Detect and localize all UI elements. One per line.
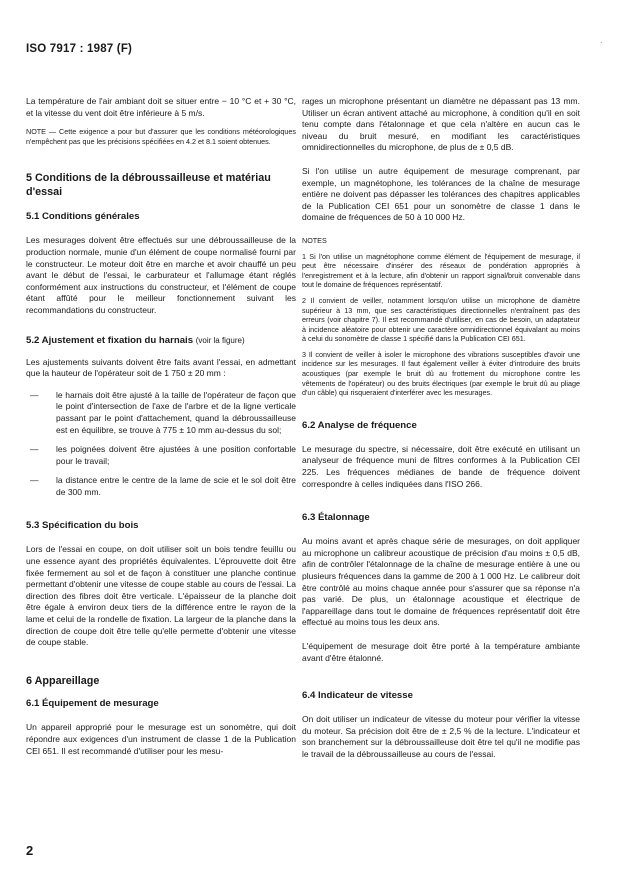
section-6-4-title: 6.4 Indicateur de vitesse [302,690,413,702]
left-column [26,96,296,757]
section-6-2-text: Le mesurage du spectre, si nécessaire, doit être exécuté en utilisant un analyseur de fréquence muni de filtres conformes à la Publication CEI 225. Les fréquences médianes de bande de fréquence doivent correspondre à celles indiquées dans l'ISO 266. [302,443,580,489]
section-5-1-text: Les mesurages doivent être effectués sur une débroussailleuse de la production normale, munie d'un élément de coupe normalisé fourni par le constructeur. Le moteur doit être en marche et avoir chauffé un peu avant le début de l'essai, le carburateur et l'allumage étant réglés conformément aux instructions du constructeur, et l'élément de coupe étant affûté pour le meilleur fonctionnement suivant les recommandations du constructeur. [26,235,296,315]
list-dash: — [30,475,39,486]
list-item [26,390,296,436]
ambient-conditions-note: NOTE — Cette exigence a pour but d'assurer que les conditions météorologiques n'empêchent pas que les précisions spécifiées en 4.2 et 8.1 soient obtenues. [26,127,296,146]
corner-mark: · [600,38,603,47]
other-equipment-text: Si l'on utilise un autre équipement de mesurage comprenant, par exemple, un magnétophone, les tolérances de la chaîne de mesurage entière ne doivent pas dépasser les tolérances des chapitres applicables de la Publication CEI 651 pour un sonomètre de classe 1 dans le domaine de fréquences de 50 à 10 000 Hz. [302,165,580,223]
section-5-2-title-text: 5.2 Ajustement et fixation du harnais [26,334,194,346]
note-2: 2 Il convient de veiller, notamment lorsqu'on utilise un microphone de diamètre supérieur à 13 mm, que ses caractéristiques directionnelles n'entraînent pas des erreurs (voir chapitre 7). Il est recommandé d'utiliser, en cas de besoin, un adaptateur à incidence aléatoire pour obtenir une caractère omnidirectionnel équivalant au moins à celui du sonomètre de classe 1 spécifié dans la Publication CEI 651. [302,295,580,344]
section-5-2-title [26,335,296,347]
ambient-conditions-text: La température de l'air ambiant doit se situer entre − 10 °C et + 30 °C, et la vitesse du vent doit être inférieure à 5 m/s. [26,96,296,118]
list-item-text: le harnais doit être ajusté à la taille de l'opérateur de façon que le point d'intersection de l'axe de l'arbre et de la ligne verticale passant par le point d'attachement, quand la débroussailleuse est en équilibre, se trouve à 775 ± 10 mm au-dessus du sol; [56,389,296,435]
section-6-1-title: 6.1 Équipement de mesurage [26,698,159,710]
list-dash: — [30,389,39,400]
right-column [302,96,580,761]
page-number: 2 [26,843,34,858]
section-6-3-title: 6.3 Étalonnage [302,512,370,524]
list-item-text: la distance entre le centre de la lame de scie et le sol doit être de 300 mm. [56,475,296,497]
section-6-4-text: On doit utiliser un indicateur de vitesse du moteur pour vérifier la vitesse du moteur. Sa précision doit être de ± 2,5 % de la lecture. L'indicateur et son branchement sur la débroussailleuse doit être tel qu'il ne modifie pas le travail de la débroussailleuse au cours de l'essai. [302,714,580,759]
document-header: ISO 7917 : 1987 (F) [26,43,133,55]
list-dash: — [30,444,39,455]
microphone-text: rages un microphone présentant un diamètre ne dépassant pas 13 mm. Utiliser un écran antivent attaché au microphone, à condition qu'il en soit tenu compte dans l'étalonnage et que cela n'altère en aucun cas le niveau du bruit mesuré, en modifiant les caractéristiques omnidirectionnelles du microphone, de plus de ± 0,5 dB. [302,96,580,153]
section-5-1-title: 5.1 Conditions générales [26,211,140,223]
note-3: 3 Il convient de veiller à isoler le microphone des vibrations susceptibles d'avoir une incidence sur les mesurages. Il faut également veiller à éviter d'introduire des bruits acoustiques (par exemple le bruit dû au frottement du microphone contre les vêtements de l'opérateur) ou des bruits électriques (par exemple le bruit dû au pliage d'un câble) qui risqueraient d'interférer avec les mesurages. [302,349,580,398]
section-5-2-figure-hint: (voir la figure) [195,335,245,345]
section-5-3-title: 5.3 Spécification du bois [26,520,139,532]
section-6-2-title: 6.2 Analyse de fréquence [302,419,417,431]
section-5-3-text: Lors de l'essai en coupe, on doit utiliser soit un bois tendre feuillu ou une essence ayant des propriétés équivalentes. L'éprouvette doit être fixée fermement au sol et de façon à constituer une planche continue permettant d'obtenir une vitesse de coupe stable au cours de l'essai. La direction des fibres doit être verticale. L'épaisseur de la planche doit être égale à environ deux tiers de la différence entre le rayon de la lame et celui de la rondelle de fixation. La largeur de la planche dans la direction de coupe doit être telle qu'elle permette d'obtenir une vitesse de coupe stable. [26,544,296,648]
section-5-title: 5 Conditions de la débroussailleuse et matériau d'essai [26,172,271,198]
section-6-1-text: Un appareil approprié pour le mesurage est un sonomètre, qui doit répondre aux exigences d'un instrument de classe 1 de la Publication CEI 651. Il est recommandé d'utiliser pour les mesu- [26,722,296,756]
list-item-text: les poignées doivent être ajustées à une position confortable pour le travail; [56,444,296,466]
notes-title: NOTES [302,235,327,245]
list-item [26,475,296,498]
section-6-3-text-2: L'équipement de mesurage doit être porté à la température ambiante avant d'être étalonné. [302,640,580,663]
note-1: 1 Si l'on utilise un magnétophone comme élément de l'équipement de mesurage, il peut être nécessaire d'insérer des réseaux de pondération appropriés à l'enregistrement et à la lecture, afin d'obtenir un rapport signal/bruit convenable dans tout le domaine de fréquences représentatif. [302,251,580,290]
section-6-3-text: Au moins avant et après chaque série de mesurages, on doit appliquer au microphone un calibreur acoustique de précision d'au moins ± 0,5 dB, afin de contrôler l'étalonnage de la chaîne de mesurage entière à une ou plusieurs fréquences dans la gamme de 200 à 1 000 Hz. Le calibreur doit être contrôlé au moins chaque année pour s'assurer que sa réponse n'a pas varié. De plus, un étalonnage acoustique et électrique de l'appareillage dans tout le domaine de fréquences représentatif doit être effectué au moins tous les deux ans. [302,536,580,628]
section-6-title: 6 Appareillage [26,674,100,687]
list-item [26,444,296,467]
section-5-2-text: Les ajustements suivants doivent être faits avant l'essai, en admettant que la hauteur de l'opérateur soit de 1 750 ± 20 mm : [26,356,296,379]
